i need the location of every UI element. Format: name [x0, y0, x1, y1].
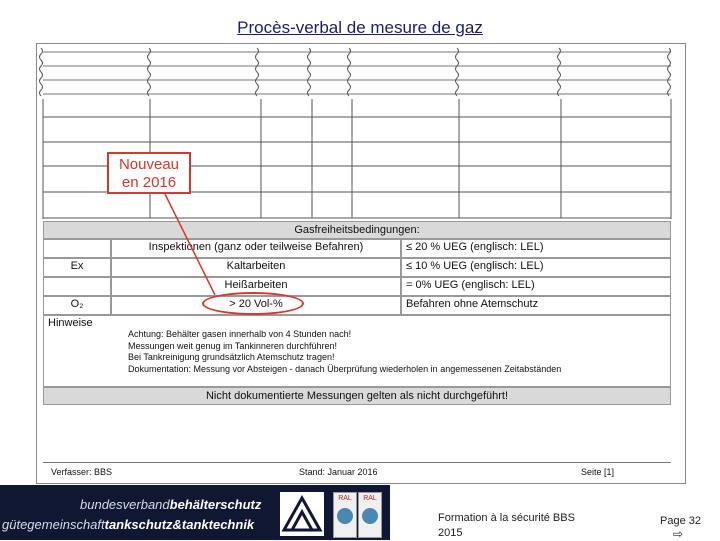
condition-row-4-col3: Befahren ohne Atemschutz — [401, 296, 671, 315]
ral-seal-icon — [333, 492, 357, 538]
ral-seal-disc — [362, 508, 378, 524]
condition-row-4-col1: O₂ — [43, 296, 111, 315]
condition-row-3-col2: Heißarbeiten — [111, 277, 401, 296]
training-line-1: Formation à la sécurité BBS — [438, 512, 575, 524]
note-line: Dokumentation: Messung vor Absteigen - danach Überprüfung wiederholen in angemessenen Zeitabständen — [128, 363, 562, 374]
brand-line-1-light: bundesverband — [80, 497, 170, 512]
slide-title-text: Procès-verbal de mesure de gaz — [237, 18, 483, 37]
condition-row-3-col3: = 0% UEG (englisch: LEL) — [401, 277, 671, 296]
note-line: Messungen weit genug im Tankinneren durchführen! — [128, 340, 337, 351]
training-label — [438, 511, 618, 541]
new-in-2016-callout — [107, 152, 191, 194]
condition-row-1-col3: ≤ 20 % UEG (englisch: LEL) — [401, 239, 671, 258]
brand-line-2-light: gütegemeinschaft — [2, 517, 105, 532]
bbs-logo-icon — [280, 492, 324, 536]
callout-line-2: en 2016 — [121, 174, 177, 191]
arrow-right-icon[interactable]: ⇨ — [673, 527, 684, 541]
ral-seal-disc — [337, 508, 353, 524]
condition-row-1-col2: Inspektionen (ganz oder teilweise Befahren) — [111, 239, 401, 258]
warning-row: Nicht dokumentierte Messungen gelten als nicht durchgeführt! — [43, 387, 671, 405]
ral-seal-label: RAL — [363, 495, 377, 502]
ral-seal-label: RAL — [338, 495, 352, 502]
ral-seal-icon — [358, 492, 382, 538]
brand-line-2-bold: tankschutz&tanktechnik — [104, 517, 255, 532]
note-line: Achtung: Behälter gasen innerhalb von 4 Stunden nach! — [128, 329, 352, 339]
condition-row-4-col2: > 20 Vol-% — [111, 296, 401, 315]
callout-line-1: Nouveau — [118, 156, 180, 173]
highlight-oval — [202, 292, 304, 315]
note-line: Bei Tankreinigung grundsätzlich Atemschutz tragen! — [128, 352, 335, 362]
condition-row-2-col1: Ex — [43, 258, 111, 277]
brand-line-2 — [2, 517, 254, 532]
brand-line-1-bold: behälterschutz — [169, 497, 262, 512]
footer-date: Stand: Januar 2016 — [299, 467, 378, 477]
section-header: Gasfreiheitsbedingungen: — [43, 221, 671, 239]
footer-page: Seite [1] — [581, 467, 615, 477]
training-line-2: 2015 — [438, 527, 463, 539]
page-number: Page 32 — [660, 515, 701, 527]
hinweise-label: Hinweise — [48, 317, 93, 329]
brand-line-1 — [80, 497, 261, 512]
condition-row-2-col2: Kaltarbeiten — [111, 258, 401, 277]
footer-author: Verfasser: BBS — [51, 467, 113, 477]
condition-row-2-col3: ≤ 10 % UEG (englisch: LEL) — [401, 258, 671, 277]
